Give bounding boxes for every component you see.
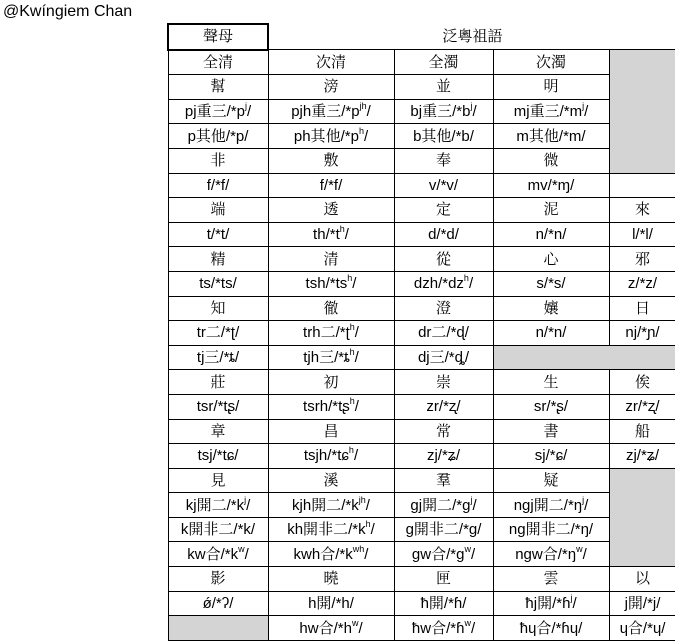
initial-cell: 來 [609, 198, 675, 223]
table-row [168, 198, 675, 223]
table-row [168, 247, 675, 272]
reconstruction-cell: tsrh/*tʂ$^h$/ [268, 394, 394, 419]
reconstruction-cell: pjh重三$/*p^{jh}/$ [268, 99, 394, 124]
reconstruction-cell: s/*s/ [493, 271, 609, 296]
initial-cell: 莊 [168, 370, 268, 395]
column-header-c4: 次濁 [493, 50, 609, 75]
initial-cell: 常 [394, 419, 493, 444]
initial-cell: 溪 [268, 468, 394, 493]
reconstruction-cell: ħj開/*ɦ$^j$/ [493, 591, 609, 616]
table-row [168, 75, 675, 100]
reconstruction-cell: dzh/$*dz^h/$ [394, 271, 493, 296]
column-header-c1: 全清 [168, 50, 268, 75]
initial-cell: 端 [168, 198, 268, 223]
reconstruction-cell: d/*d/ [394, 222, 493, 247]
reconstruction-cell: mv/*ɱ/ [493, 173, 609, 198]
initial-cell: 澄 [394, 296, 493, 321]
reconstruction-cell: kwh合$/*k^{wh}/$ [268, 542, 394, 567]
initial-cell: 從 [394, 247, 493, 272]
reconstruction-cell: f/*f/ [168, 173, 268, 198]
initial-cell: 非 [168, 148, 268, 173]
initial-cell: 透 [268, 198, 394, 223]
table-row [168, 394, 675, 419]
reconstruction-cell: z/*z/ [609, 271, 675, 296]
initial-cell: 匣 [394, 567, 493, 592]
column-header-c2: 次清 [268, 50, 394, 75]
reconstruction-cell: kj開二$/*k^j/$ [168, 493, 268, 518]
reconstruction-cell: ph其他$/*p^h/$ [268, 124, 394, 149]
reconstruction-cell: p其他/*p/ [168, 124, 268, 149]
initial-cell: 以 [609, 567, 675, 592]
reconstruction-cell: tr二/*ʈ/ [168, 321, 268, 346]
reconstruction-cell: ng開非二/*ŋ/ [493, 517, 609, 542]
initial-cell: 清 [268, 247, 394, 272]
reconstruction-cell: g開非二/*g/ [394, 517, 493, 542]
subheader-row [168, 50, 675, 75]
reconstruction-cell: pj重三$/*p^j/$ [168, 99, 268, 124]
initial-cell: 泥 [493, 198, 609, 223]
initial-cell: 敷 [268, 148, 394, 173]
reconstruction-cell: zr/*ʐ/ [394, 394, 493, 419]
reconstruction-cell: ngw合$/*ŋ^w/$ [493, 542, 609, 567]
initial-cell: 奉 [394, 148, 493, 173]
reconstruction-cell: j開/*j/ [609, 591, 675, 616]
table-row [168, 99, 675, 124]
initial-cell: 徹 [268, 296, 394, 321]
reconstruction-cell: kh開非二$/*k^h/$ [268, 517, 394, 542]
initial-cell: 邪 [609, 247, 675, 272]
reconstruction-cell: v/*v/ [394, 173, 493, 198]
reconstruction-cell: f/*f/ [268, 173, 394, 198]
table-row [168, 370, 675, 395]
reconstruction-cell: gw合$/*g^w/$ [394, 542, 493, 567]
table-row [168, 148, 675, 173]
initial-cell: 滂 [268, 75, 394, 100]
initial-cell: 微 [493, 148, 609, 173]
table-row [168, 222, 675, 247]
initial-cell: 見 [168, 468, 268, 493]
reconstruction-cell: tjh三$/*ȶ^h/$ [268, 345, 394, 370]
reconstruction-cell: b其他/*b/ [394, 124, 493, 149]
reconstruction-cell: zj/*ʑ/ [609, 444, 675, 469]
header-row [168, 24, 675, 50]
initial-cell: 心 [493, 247, 609, 272]
initial-cell: 生 [493, 370, 609, 395]
reconstruction-cell: trh二/*ʈ$^h$/ [268, 321, 394, 346]
initial-cell: 俟 [609, 370, 675, 395]
reconstruction-cell: ts/*ts/ [168, 271, 268, 296]
reconstruction-cell: gj開二$/*g^j/$ [394, 493, 493, 518]
initial-cell: 崇 [394, 370, 493, 395]
table-row [168, 296, 675, 321]
initial-cell: 初 [268, 370, 394, 395]
reconstruction-cell: n/*n/ [493, 321, 609, 346]
reconstruction-cell: l/*l/ [609, 222, 675, 247]
table-row [168, 124, 675, 149]
table-row [168, 345, 675, 370]
reconstruction-cell: tsjh/*tɕ$^h$/ [268, 444, 394, 469]
reconstruction-cell: tsh/$*ts^h/$ [268, 271, 394, 296]
table-row [168, 468, 675, 493]
table-row [168, 173, 675, 198]
empty-cell [493, 345, 675, 370]
initial-cell: 章 [168, 419, 268, 444]
initials-table [167, 23, 675, 641]
initials-header: 聲母 [168, 24, 268, 50]
reconstruction-cell: mj重三$/*m^j/$ [493, 99, 609, 124]
reconstruction-cell: n/*n/ [493, 222, 609, 247]
reconstruction-cell: zr/*ʐ/ [609, 394, 675, 419]
initial-cell: 昌 [268, 419, 394, 444]
reconstruction-cell: ɥ合/*ɥ/ [609, 616, 675, 641]
table-row [168, 616, 675, 641]
reconstruction-cell: h開/*h/ [268, 591, 394, 616]
reconstruction-cell: dj三/*ȡ/ [394, 345, 493, 370]
table-row [168, 493, 675, 518]
reconstruction-cell: m其他/*m/ [493, 124, 609, 149]
initial-cell: 明 [493, 75, 609, 100]
initial-cell: 船 [609, 419, 675, 444]
empty-cell [168, 616, 268, 641]
initial-cell: 書 [493, 419, 609, 444]
reconstruction-cell: ħɥ合/*ɦɥ/ [493, 616, 609, 641]
initial-cell: 疑 [493, 468, 609, 493]
reconstruction-cell: tsr/*tʂ/ [168, 394, 268, 419]
empty-cell [609, 468, 675, 566]
reconstruction-cell: t/*t/ [168, 222, 268, 247]
reconstruction-cell: sr/*ʂ/ [493, 394, 609, 419]
table-row [168, 271, 675, 296]
author-credit: @Kwíngiem Chan [3, 3, 133, 20]
reconstruction-cell: kw合$/*k^w/$ [168, 542, 268, 567]
reconstruction-cell: bj重三$/*b^j/$ [394, 99, 493, 124]
initial-cell: 定 [394, 198, 493, 223]
reconstruction-cell: dr二/*ɖ/ [394, 321, 493, 346]
table-row [168, 321, 675, 346]
reconstruction-cell: sj/*ɕ/ [493, 444, 609, 469]
table-row [168, 567, 675, 592]
reconstruction-cell: $th/*t^h/$ [268, 222, 394, 247]
reconstruction-cell: k開非二/*k/ [168, 517, 268, 542]
table-row [168, 542, 675, 567]
initial-cell: 幫 [168, 75, 268, 100]
table-row [168, 419, 675, 444]
empty-cell [609, 50, 675, 173]
reconstruction-cell: tsj/*tɕ/ [168, 444, 268, 469]
reconstruction-cell: tj三/*ȶ/ [168, 345, 268, 370]
column-header-c3: 全濁 [394, 50, 493, 75]
initial-cell: 曉 [268, 567, 394, 592]
initial-cell: 並 [394, 75, 493, 100]
initial-cell: 日 [609, 296, 675, 321]
reconstruction-cell: zj/*ʑ/ [394, 444, 493, 469]
initial-cell: 孃 [493, 296, 609, 321]
initial-cell: 影 [168, 567, 268, 592]
initial-cell: 精 [168, 247, 268, 272]
table-row [168, 591, 675, 616]
table-row [168, 444, 675, 469]
table-row [168, 517, 675, 542]
reconstruction-cell: ħ開/*ɦ/ [394, 591, 493, 616]
reconstruction-cell: ǿ/*ʔ/ [168, 591, 268, 616]
reconstruction-cell: ngj開二$/*ŋ^j/$ [493, 493, 609, 518]
initial-cell: 雲 [493, 567, 609, 592]
reconstruction-cell: nj/*ɲ/ [609, 321, 675, 346]
initial-cell: 羣 [394, 468, 493, 493]
reconstruction-cell: kjh開二$/*k^{jh}/$ [268, 493, 394, 518]
initial-cell: 知 [168, 296, 268, 321]
system-header: 泛粵祖語 [268, 24, 675, 50]
reconstruction-cell: hw合$/*h^w/$ [268, 616, 394, 641]
reconstruction-cell: ħw合/*ɦ$^w$/ [394, 616, 493, 641]
